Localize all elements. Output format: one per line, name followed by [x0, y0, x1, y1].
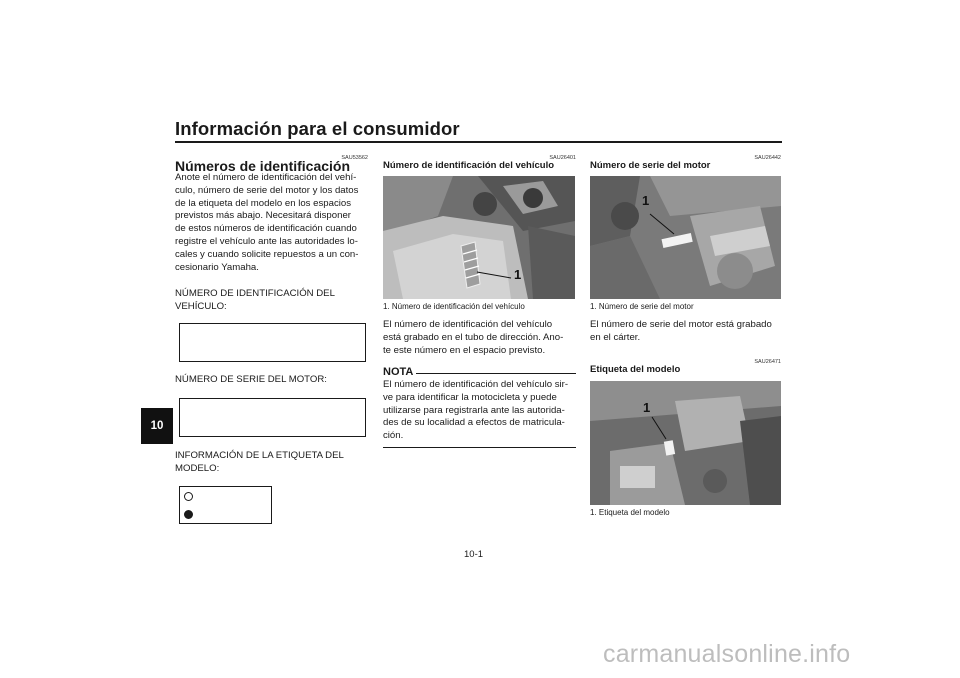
- text-line: des de su localidad a efectos de matricula-: [383, 417, 565, 429]
- text-line: de estos números de identificación cuando: [175, 223, 357, 235]
- text-line: utilizarse para registrarla ante las autorida-: [383, 404, 565, 416]
- header-rule: [175, 141, 782, 143]
- note-rule-bottom: [383, 447, 576, 448]
- text-line: El número de identificación del vehículo sir-: [383, 379, 569, 390]
- figure-callout: 1: [642, 193, 650, 208]
- text-line: culo, número de serie del motor y los datos: [175, 184, 359, 196]
- page-title: Información para el consumidor: [175, 118, 460, 139]
- note-rule-top: [416, 373, 576, 374]
- seat-area-illustration: [590, 381, 781, 505]
- text-line: ve para identificar la motocicleta y puede: [383, 391, 557, 403]
- text-line: previstos más abajo. Necesitará disponer: [175, 210, 351, 222]
- section-heading-vin: Número de identificación del vehículo: [383, 160, 555, 171]
- filled-circle-icon: [184, 510, 193, 519]
- text-line: cales y cuando solicite repuestos a un con-: [175, 248, 359, 260]
- section-heading-engine-serial: Número de serie del motor: [590, 160, 711, 171]
- section-code: SAU26401: [549, 155, 576, 161]
- model-label-photo: [590, 381, 781, 505]
- model-label-label: [175, 450, 368, 476]
- section-code: SAU26471: [754, 359, 781, 365]
- page-number: 10-1: [464, 549, 484, 560]
- intro-paragraph: [175, 172, 368, 274]
- text-line: VEHÍCULO:: [175, 300, 227, 312]
- vin-entry-box[interactable]: [179, 323, 366, 362]
- figure-caption: 1. Número de identificación del vehículo: [383, 302, 525, 311]
- figure-callout: 1: [514, 267, 522, 282]
- text-line: NÚMERO DE SERIE DEL MOTOR:: [175, 374, 327, 385]
- section-code: SAU26442: [754, 155, 781, 161]
- text-line: ción.: [383, 430, 404, 442]
- steering-head-photo: [383, 176, 575, 299]
- text-line: te este número en el espacio previsto.: [383, 344, 546, 356]
- section-heading-identification-numbers: Números de identificación: [175, 158, 351, 174]
- vin-label: [175, 288, 368, 314]
- section-heading-model-label: Etiqueta del modelo: [590, 364, 681, 375]
- open-circle-icon: [184, 492, 193, 501]
- vin-paragraph: [383, 319, 576, 357]
- text-line: cesionario Yamaha.: [175, 261, 259, 273]
- text-line: MODELO:: [175, 462, 220, 474]
- text-line: NÚMERO DE IDENTIFICACIÓN DEL: [175, 288, 335, 299]
- text-line: El número de identificación del vehículo: [383, 319, 553, 330]
- figure-caption: 1. Etiqueta del modelo: [590, 508, 670, 517]
- text-line: registre el vehículo ante las autoridades lo-: [175, 235, 358, 247]
- text-line: Anote el número de identificación del vehí-: [175, 172, 357, 183]
- figure-callout: 1: [643, 400, 651, 415]
- engine-illustration: [590, 176, 781, 299]
- steering-head-illustration: [383, 176, 575, 299]
- section-code: SAU53562: [341, 155, 368, 161]
- engine-serial-entry-box[interactable]: [179, 398, 366, 437]
- watermark: carmanualsonline.info: [603, 640, 851, 668]
- model-label-entry-box[interactable]: [179, 486, 272, 524]
- chapter-tab: 10: [141, 408, 173, 444]
- text-line: INFORMACIÓN DE LA ETIQUETA DEL: [175, 450, 344, 461]
- text-line: El número de serie del motor está grabado: [590, 319, 772, 330]
- engine-crankcase-photo: [590, 176, 781, 299]
- engine-serial-paragraph: [590, 319, 783, 345]
- text-line: de la etiqueta del modelo en los espacios: [175, 197, 352, 209]
- text-line: está grabado en el tubo de dirección. Ano-: [383, 331, 564, 343]
- text-line: en el cárter.: [590, 331, 641, 343]
- figure-caption: 1. Número de serie del motor: [590, 302, 694, 311]
- note-title: NOTA: [383, 366, 414, 378]
- engine-serial-label: [175, 374, 368, 387]
- note-body: [383, 379, 576, 443]
